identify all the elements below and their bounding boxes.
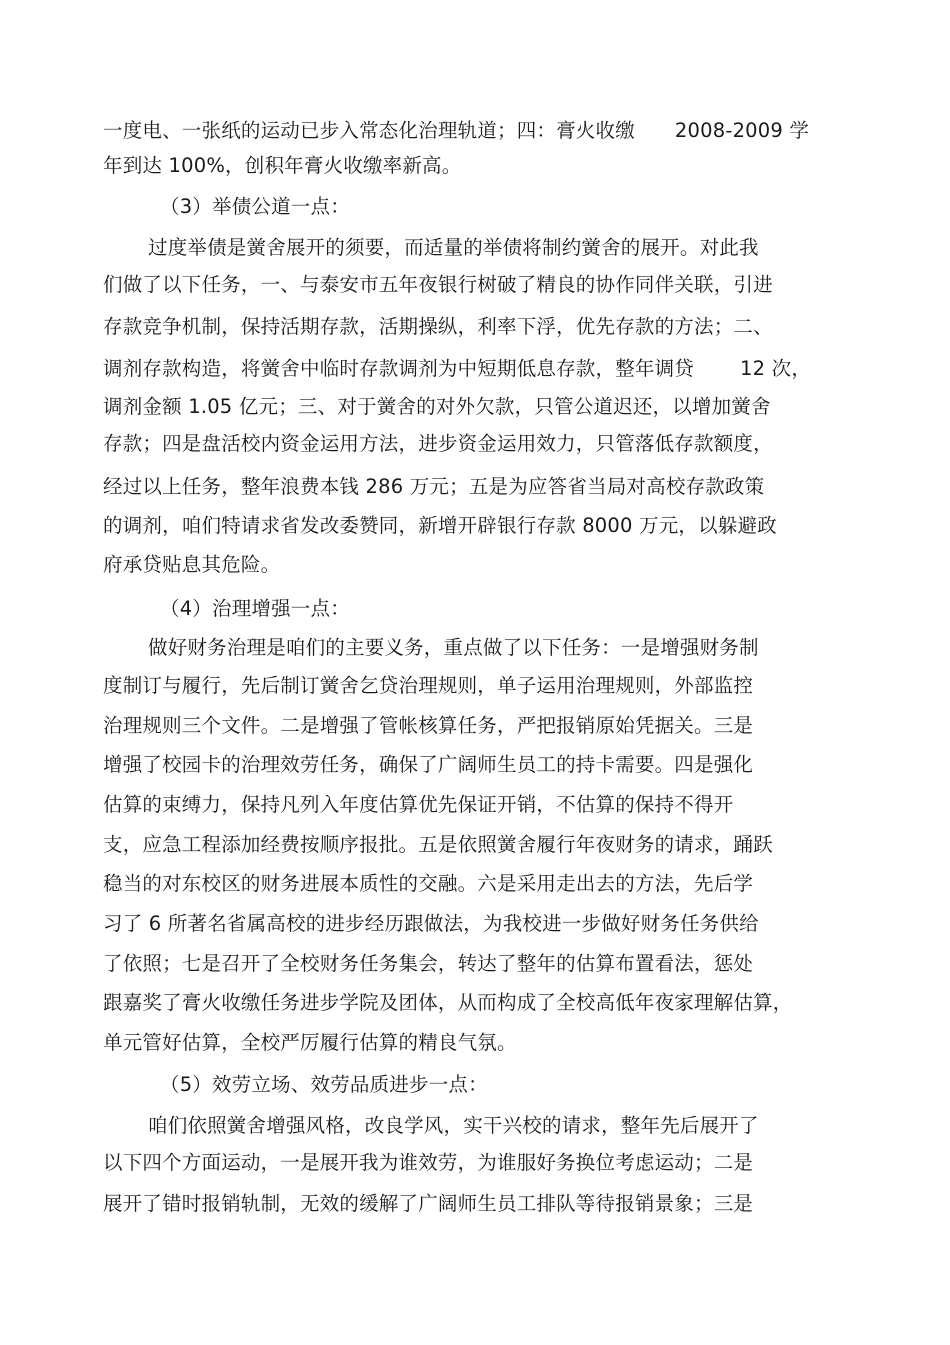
text-line: 单元管好估算，全校严厉履行估算的精良气氛。 (103, 1031, 517, 1054)
text-line: 展开了错时报销轨制，无效的缓解了广阔师生员工排队等待报销景象；三是 (103, 1192, 754, 1215)
text-line: 存款竞争机制，保持活期存款，活期操纵，利率下浮，优先存款的方法；二、 (103, 315, 773, 338)
text-line: 估算的束缚力，保持凡列入年度估算优先保证开销，不估算的保持不得开 (103, 793, 734, 816)
text-line: 调剂金额 1.05 亿元；三、对于黉舍的对外欠款，只管公道迟还，以增加黉舍 (103, 395, 771, 418)
text-line: 们做了以下任务，一、与泰安市五年夜银行树破了精良的协作同伴关联，引进 (103, 273, 773, 296)
text-line: 以下四个方面运动，一是展开我为谁效劳，为谁服好务换位考虑运动；二是 (103, 1151, 754, 1174)
section-heading: （3）举债公道一点： (160, 195, 350, 218)
text-line: 支，应急工程添加经费按顺序报批。五是依照黉舍履行年夜财务的请求，踊跃 (103, 833, 773, 856)
text-line: 习了 6 所著名省属高校的进步经历跟做法，为我校进一步做好财务任务供给 (103, 912, 759, 935)
text-line: 一度电、一张纸的运动已步入常态化治理轨道；四：膏火收缴 2008-2009 学 (103, 119, 810, 142)
text-line: 增强了校园卡的治理效劳任务，确保了广阔师生员工的持卡需要。四是强化 (103, 753, 754, 776)
section-heading: （4）治理增强一点： (160, 597, 350, 620)
text-line: 的调剂，咱们特请求省发改委赞同，新增开辟银行存款 8000 万元，以躲避政 (103, 514, 777, 537)
text-line: 过度举债是黉舍展开的须要，而适量的举债将制约黉舍的展开。对此我 (148, 236, 759, 259)
text-line: 做好财务治理是咱们的主要义务，重点做了以下任务：一是增强财务制 (148, 636, 759, 659)
text-line: 度制订与履行，先后制订黉舍乞贷治理规则，单子运用治理规则，外部监控 (103, 674, 754, 697)
text-line: 府承贷贴息其危险。 (103, 553, 281, 576)
text-line: 调剂存款构造，将黉舍中临时存款调剂为中短期低息存款，整年调贷 12 次， (103, 357, 812, 380)
text-line: 存款；四是盘活校内资金运用方法，进步资金运用效力，只管落低存款额度， (103, 432, 773, 455)
section-heading: （5）效劳立场、效劳品质进步一点： (160, 1073, 488, 1096)
text-line: 跟嘉奖了膏火收缴任务进步学院及团体，从而构成了全校高低年夜家理解估算， (103, 991, 793, 1014)
text-line: 年到达 100%，创积年膏火收缴率新高。 (103, 154, 462, 177)
text-line: 治理规则三个文件。二是增强了管帐核算任务，严把报销原始凭据关。三是 (103, 714, 754, 737)
text-line: 咱们依照黉舍增强风格，改良学风，实干兴校的请求，整年先后展开了 (148, 1114, 759, 1137)
text-line: 经过以上任务，整年浪费本钱 286 万元；五是为应答省当局对高校存款政策 (103, 475, 765, 498)
text-line: 了依照；七是召开了全校财务任务集会，转达了整年的估算布置看法，惩处 (103, 952, 754, 975)
text-line: 稳当的对东校区的财务进展本质性的交融。六是采用走出去的方法，先后学 (103, 872, 754, 895)
